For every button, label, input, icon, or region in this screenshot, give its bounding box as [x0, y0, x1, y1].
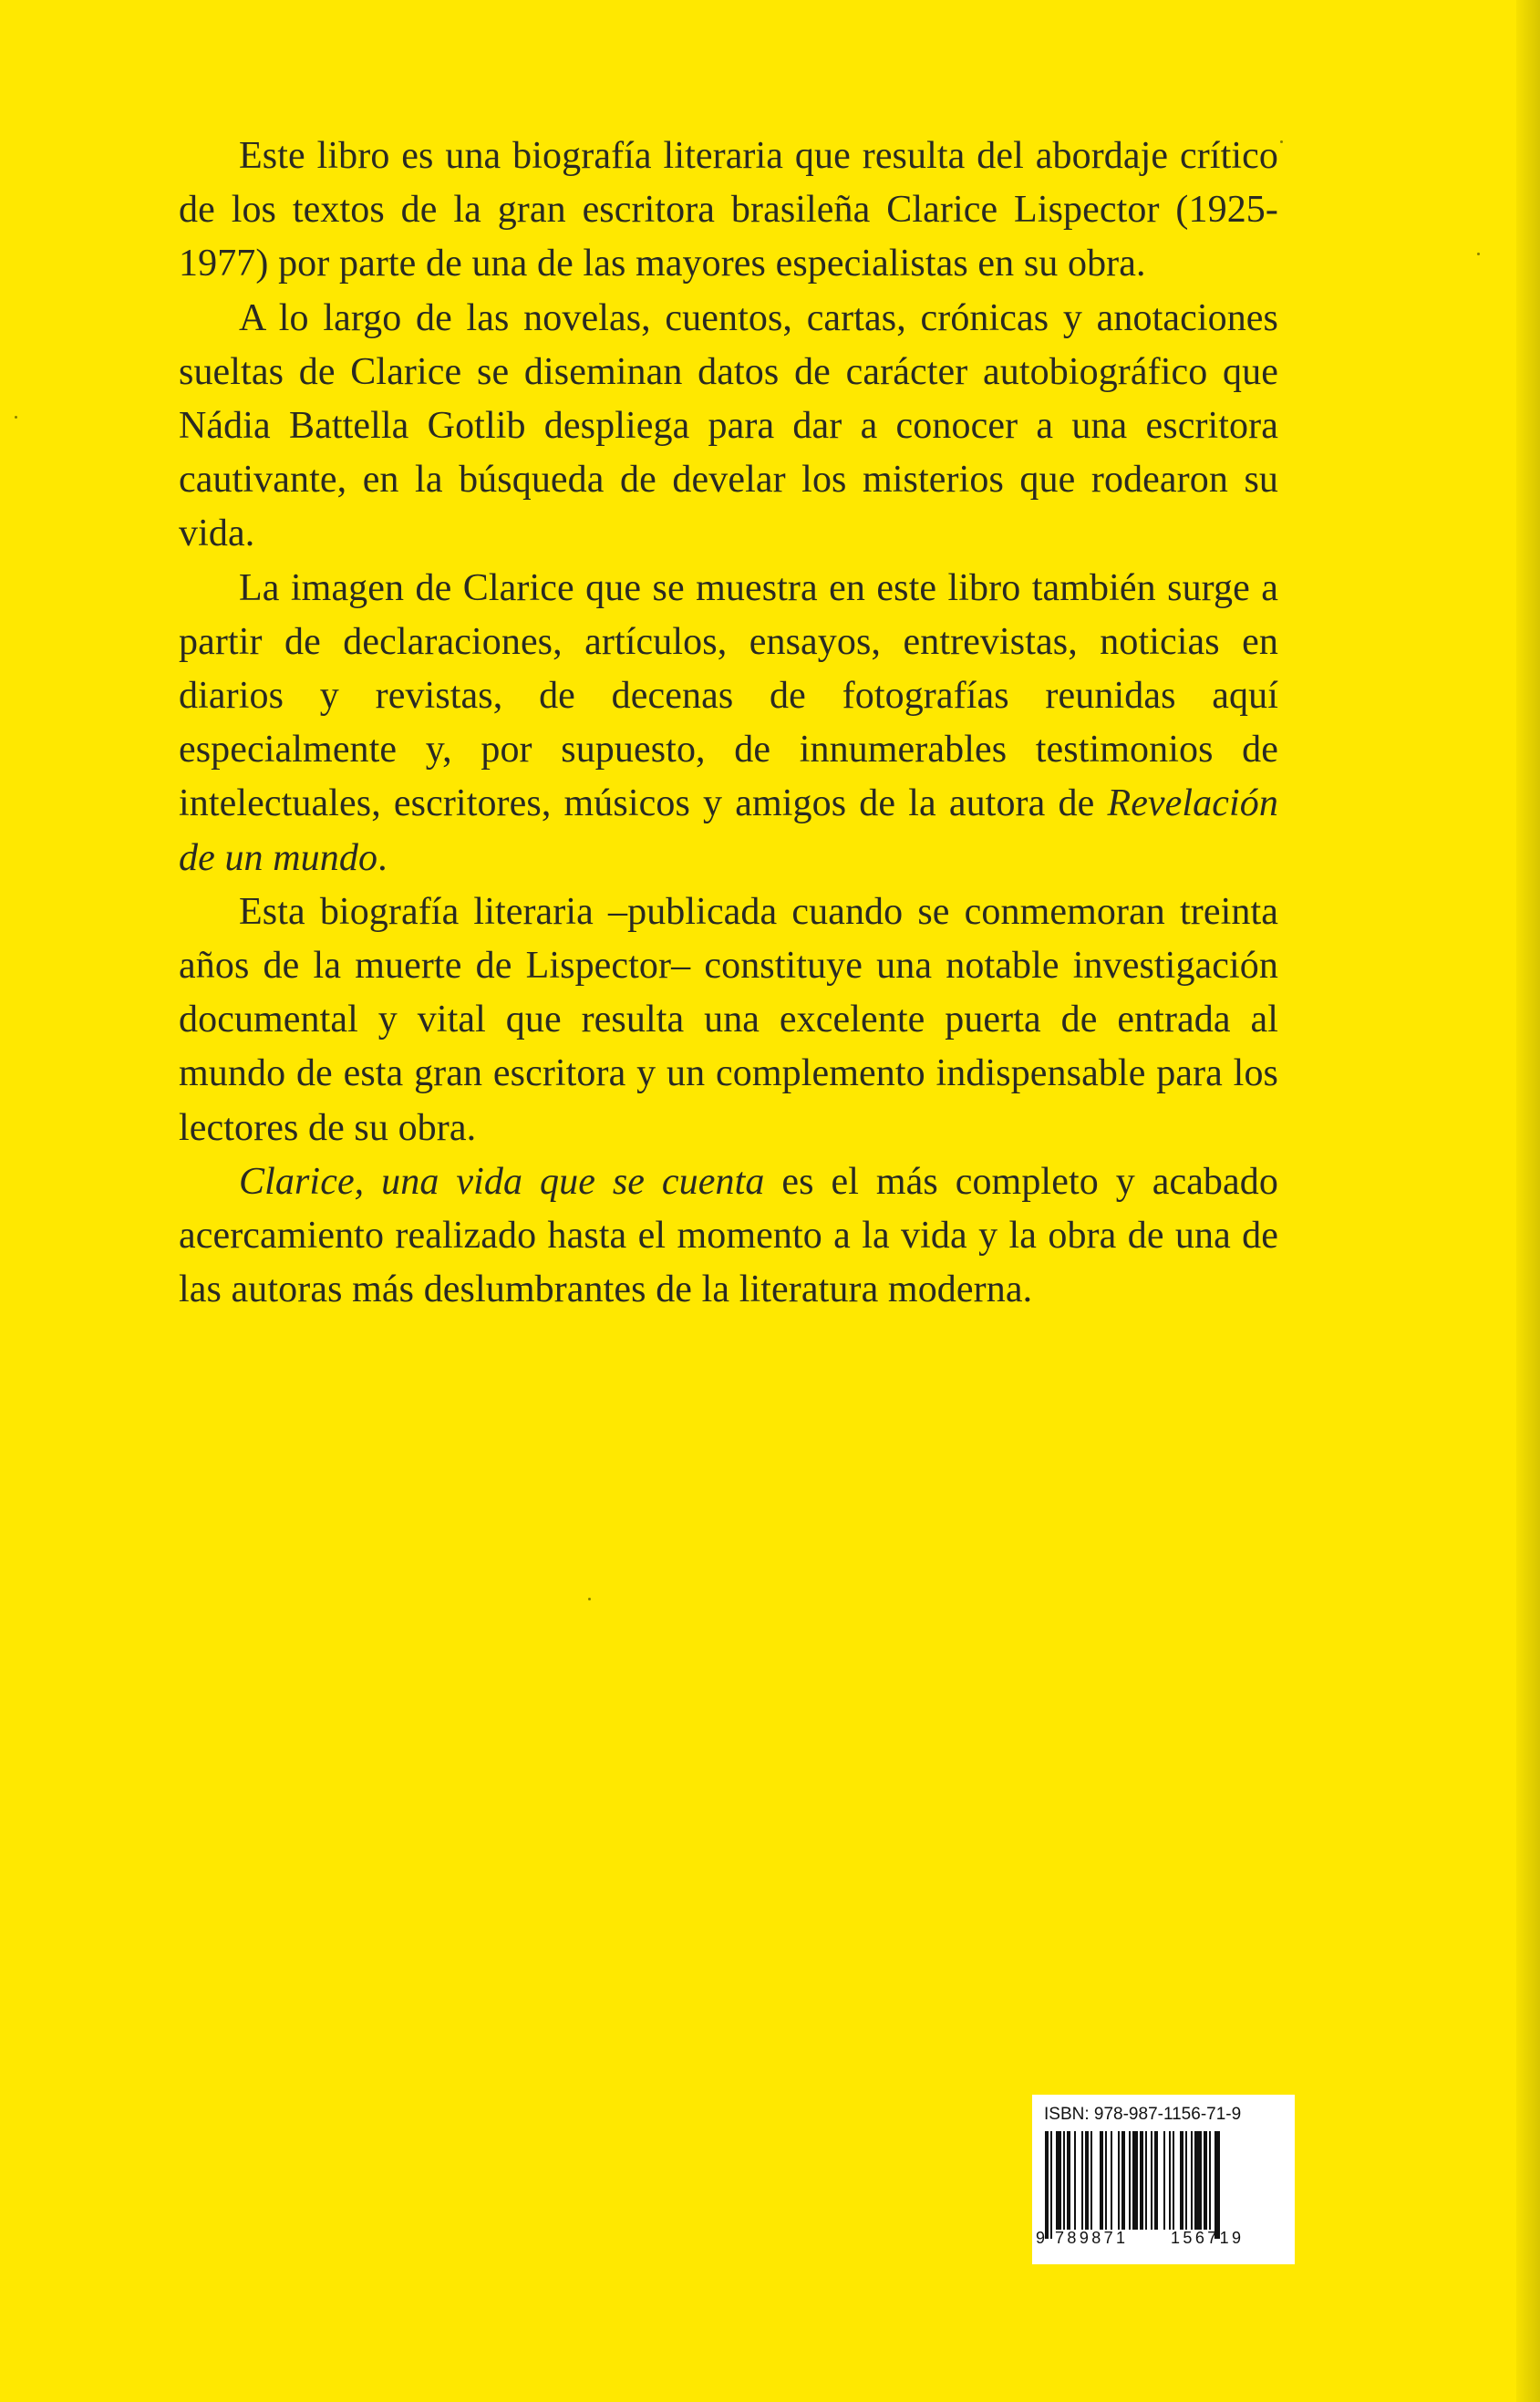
isbn-label: ISBN: 978-987-1156-71-9 [1044, 2105, 1242, 2124]
ean-left-digits: 789871 [1055, 2229, 1129, 2247]
paper-speck [588, 1598, 591, 1600]
blurb-paragraph-1-text: Este libro es una biografía literaria que resulta del abordaje crítico de los textos de la gran escritora brasileña Clarice Lispector (1925-1977) por parte de una de las mayores especialistas en su obra. [179, 135, 1278, 285]
blurb-paragraph-2-text: A lo largo de las novelas, cuentos, cartas, crónicas y anotaciones sueltas de Clarice se diseminan datos de carácter autobiográfico que Nádia Battella Gotlib despliega para dar a conocer a una escritora cautivante, en la búsqueda de develar los misterios que rodearon su vida. [179, 296, 1278, 555]
paper-speck [1477, 253, 1480, 255]
back-cover-blurb [179, 129, 1278, 1317]
blurb-paragraph-5 [179, 1155, 1278, 1318]
barcode-icon [1041, 2131, 1283, 2239]
blurb-paragraph-3-text: La imagen de Clarice que se muestra en este libro también surge a partir de declaraciones, artículos, ensayos, entrevistas, noticias en diarios y revistas, de decenas de fotografías reunidas aquí especialmente y, por supuesto, de innumerables testimonios de intelectuales, escritores, músicos y amigos de la autora de [179, 566, 1278, 825]
blurb-paragraph-4-text: Esta biografía literaria –publicada cuando se conmemoran treinta años de la muerte de Lispector– constituye una notable investigación documental y vital que resulta una excelente puerta de entrada al mundo de esta gran escritora y un complemento indispensable para los lectores de su obra. [179, 890, 1278, 1149]
blurb-paragraph-1 [179, 129, 1278, 292]
blurb-paragraph-2 [179, 292, 1278, 562]
paper-speck [15, 416, 17, 419]
ean-right-digits: 156719 [1171, 2229, 1245, 2247]
ean-first-digit: 9 [1036, 2229, 1049, 2247]
isbn-barcode-panel [1032, 2095, 1295, 2264]
book-title-clarice: Clarice, una vida que se cuenta [239, 1160, 765, 1203]
blurb-paragraph-5-text: es el más completo y acabado acercamiento realizado hasta el momento a la vida y la obra de una de las autoras más deslumbrantes de la literatura moderna. [179, 1160, 1278, 1311]
blurb-paragraph-4 [179, 885, 1278, 1155]
blurb-paragraph-3 [179, 562, 1278, 885]
cover-right-edge [1516, 0, 1540, 2402]
paper-speck [1280, 140, 1283, 143]
book-title-revelacion: Revelación de un mundo [179, 782, 1278, 879]
blurb-paragraph-3-end: . [377, 836, 388, 879]
